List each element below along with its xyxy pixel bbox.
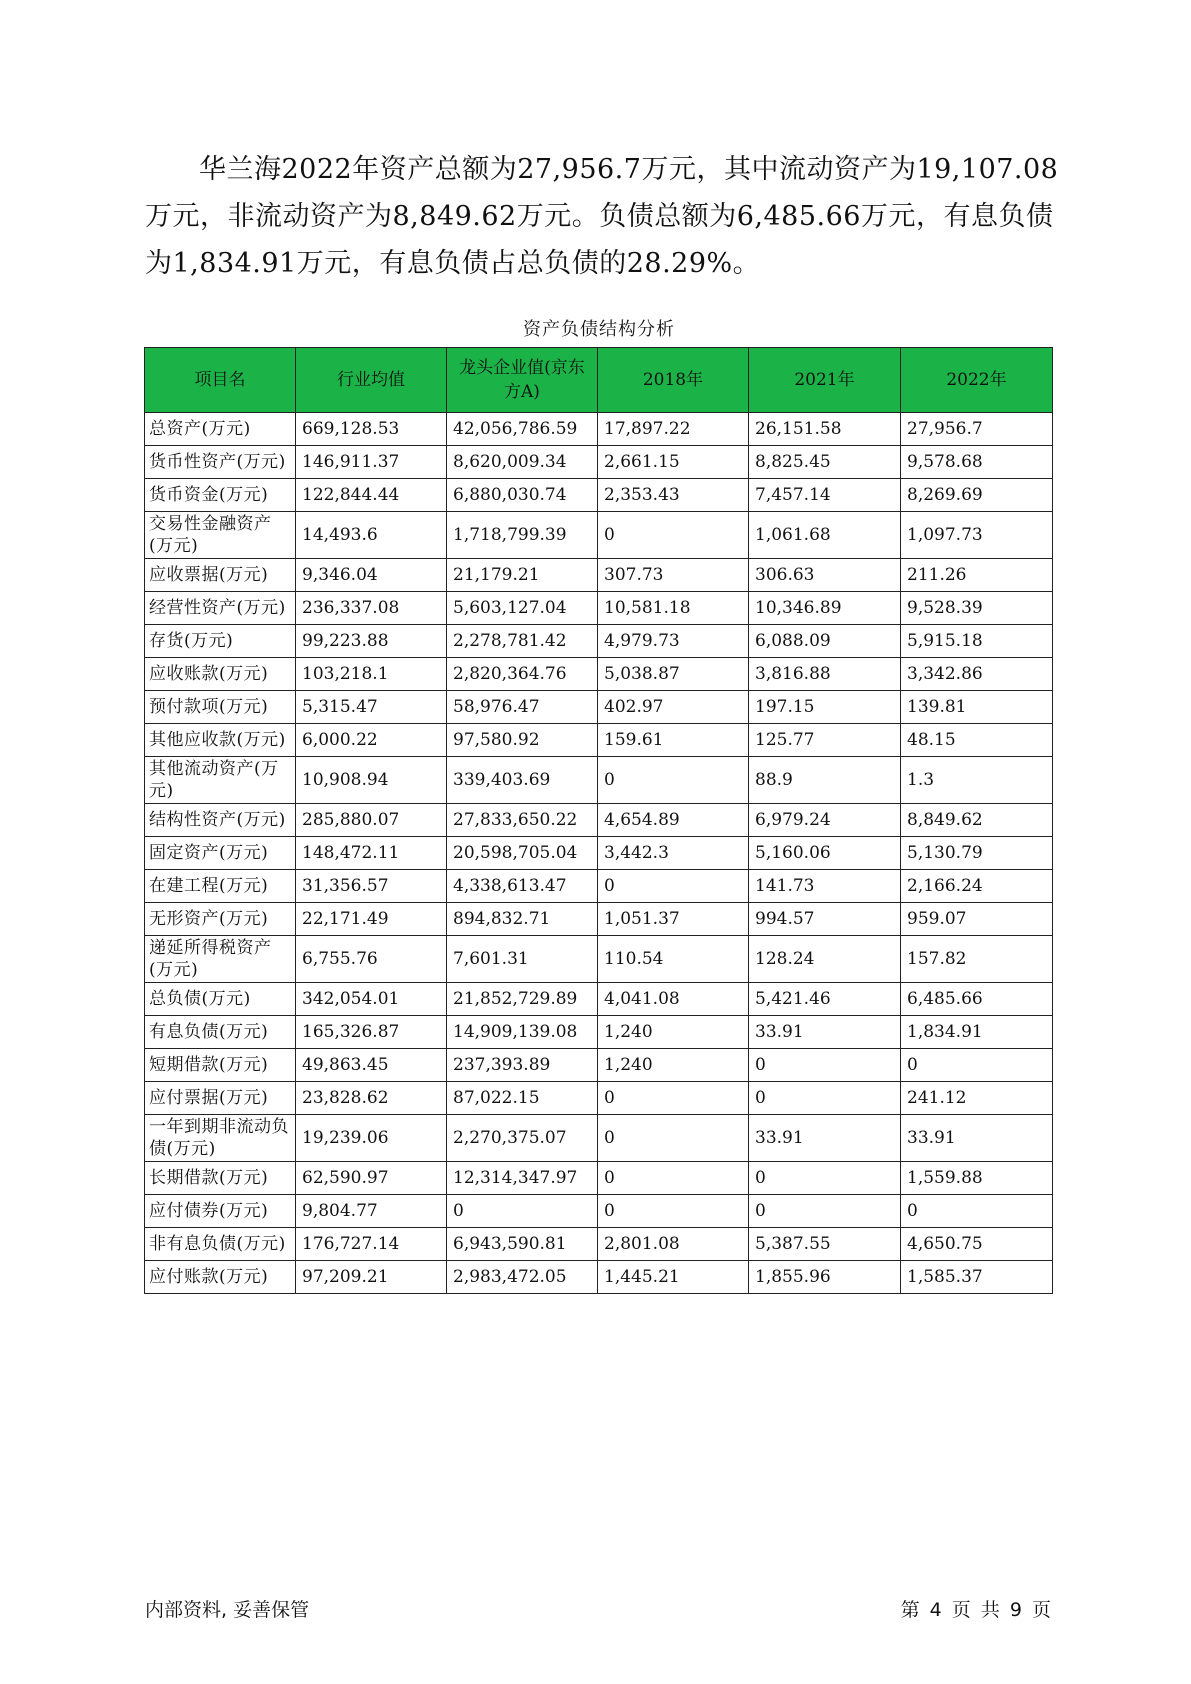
cell-industry-avg: 5,315.47	[296, 691, 447, 724]
cell-2018: 1,051.37	[598, 903, 749, 936]
cell-2018: 159.61	[598, 724, 749, 757]
table-row	[145, 1228, 1053, 1261]
header-item-name: 项目名	[145, 348, 296, 413]
cell-industry-avg: 14,493.6	[296, 512, 447, 559]
table-row	[145, 1115, 1053, 1162]
cell-2022: 959.07	[901, 903, 1053, 936]
cell-leader-value: 20,598,705.04	[447, 837, 598, 870]
cell-2018: 4,041.08	[598, 983, 749, 1016]
table-row	[145, 592, 1053, 625]
cell-2018: 2,353.43	[598, 479, 749, 512]
cell-2018: 0	[598, 757, 749, 804]
cell-leader-value: 6,943,590.81	[447, 1228, 598, 1261]
cell-2021: 125.77	[749, 724, 901, 757]
cell-item-name: 长期借款(万元)	[145, 1162, 296, 1195]
header-2022: 2022年	[901, 348, 1053, 413]
table-row	[145, 658, 1053, 691]
table-row	[145, 446, 1053, 479]
cell-leader-value: 7,601.31	[447, 936, 598, 983]
table-row	[145, 1195, 1053, 1228]
cell-industry-avg: 62,590.97	[296, 1162, 447, 1195]
cell-leader-value: 87,022.15	[447, 1082, 598, 1115]
cell-industry-avg: 285,880.07	[296, 804, 447, 837]
cell-industry-avg: 6,000.22	[296, 724, 447, 757]
cell-industry-avg: 103,218.1	[296, 658, 447, 691]
cell-industry-avg: 669,128.53	[296, 413, 447, 446]
cell-2022: 48.15	[901, 724, 1053, 757]
cell-2021: 6,979.24	[749, 804, 901, 837]
cell-2021: 33.91	[749, 1115, 901, 1162]
table-row	[145, 413, 1053, 446]
table-body	[145, 413, 1053, 1294]
cell-leader-value: 6,880,030.74	[447, 479, 598, 512]
table-row	[145, 936, 1053, 983]
cell-industry-avg: 6,755.76	[296, 936, 447, 983]
cell-2021: 88.9	[749, 757, 901, 804]
cell-2018: 4,979.73	[598, 625, 749, 658]
table-row	[145, 1049, 1053, 1082]
cell-item-name: 经营性资产(万元)	[145, 592, 296, 625]
cell-2018: 0	[598, 1082, 749, 1115]
cell-2022: 1,834.91	[901, 1016, 1053, 1049]
cell-2021: 306.63	[749, 559, 901, 592]
cell-2022: 241.12	[901, 1082, 1053, 1115]
cell-industry-avg: 236,337.08	[296, 592, 447, 625]
cell-2018: 0	[598, 512, 749, 559]
table-caption: 资产负债结构分析	[523, 319, 675, 340]
table-row	[145, 983, 1053, 1016]
cell-2021: 197.15	[749, 691, 901, 724]
cell-2018: 0	[598, 870, 749, 903]
intro-paragraph: 华兰海2022年资产总额为27,956.7万元，其中流动资产为19,107.08万元，非流动资产为8,849.62万元。负债总额为6,485.66万元，有息负债为1,834.91万元，有息负债占总负债的28.29%。	[145, 154, 1059, 279]
table-row	[145, 1016, 1053, 1049]
table-row	[145, 1261, 1053, 1294]
table-row	[145, 903, 1053, 936]
cell-industry-avg: 146,911.37	[296, 446, 447, 479]
cell-leader-value: 2,278,781.42	[447, 625, 598, 658]
cell-2018: 10,581.18	[598, 592, 749, 625]
cell-leader-value: 58,976.47	[447, 691, 598, 724]
header-2018: 2018年	[598, 348, 749, 413]
cell-industry-avg: 49,863.45	[296, 1049, 447, 1082]
cell-2021: 0	[749, 1082, 901, 1115]
table-row	[145, 870, 1053, 903]
cell-2022: 2,166.24	[901, 870, 1053, 903]
cell-2021: 0	[749, 1049, 901, 1082]
cell-2022: 1.3	[901, 757, 1053, 804]
cell-2022: 1,585.37	[901, 1261, 1053, 1294]
table-row	[145, 479, 1053, 512]
table-row	[145, 512, 1053, 559]
cell-2021: 6,088.09	[749, 625, 901, 658]
cell-2022: 3,342.86	[901, 658, 1053, 691]
cell-2022: 33.91	[901, 1115, 1053, 1162]
table-header-row	[145, 348, 1053, 413]
cell-2021: 8,825.45	[749, 446, 901, 479]
cell-leader-value: 27,833,650.22	[447, 804, 598, 837]
cell-2018: 2,801.08	[598, 1228, 749, 1261]
cell-2022: 9,528.39	[901, 592, 1053, 625]
table-row	[145, 625, 1053, 658]
cell-2018: 5,038.87	[598, 658, 749, 691]
cell-industry-avg: 10,908.94	[296, 757, 447, 804]
cell-2022: 4,650.75	[901, 1228, 1053, 1261]
cell-2022: 5,130.79	[901, 837, 1053, 870]
cell-leader-value: 21,852,729.89	[447, 983, 598, 1016]
cell-2022: 139.81	[901, 691, 1053, 724]
cell-2021: 994.57	[749, 903, 901, 936]
cell-leader-value: 4,338,613.47	[447, 870, 598, 903]
table-row	[145, 724, 1053, 757]
cell-2018: 1,240	[598, 1016, 749, 1049]
cell-item-name: 在建工程(万元)	[145, 870, 296, 903]
cell-leader-value: 2,270,375.07	[447, 1115, 598, 1162]
table-row	[145, 1082, 1053, 1115]
cell-2018: 3,442.3	[598, 837, 749, 870]
cell-industry-avg: 97,209.21	[296, 1261, 447, 1294]
table-row	[145, 837, 1053, 870]
cell-leader-value: 8,620,009.34	[447, 446, 598, 479]
footer-page-number: 第 4 页 共 9 页	[900, 1599, 1051, 1621]
cell-leader-value: 2,983,472.05	[447, 1261, 598, 1294]
balance-sheet-table	[144, 347, 1053, 1294]
cell-2018: 1,240	[598, 1049, 749, 1082]
cell-industry-avg: 31,356.57	[296, 870, 447, 903]
cell-item-name: 交易性金融资产(万元)	[145, 512, 296, 559]
cell-leader-value: 1,718,799.39	[447, 512, 598, 559]
cell-2021: 1,855.96	[749, 1261, 901, 1294]
cell-2021: 5,387.55	[749, 1228, 901, 1261]
cell-2022: 0	[901, 1049, 1053, 1082]
cell-leader-value: 42,056,786.59	[447, 413, 598, 446]
cell-2022: 8,269.69	[901, 479, 1053, 512]
cell-industry-avg: 342,054.01	[296, 983, 447, 1016]
cell-2018: 307.73	[598, 559, 749, 592]
cell-2022: 157.82	[901, 936, 1053, 983]
cell-2018: 4,654.89	[598, 804, 749, 837]
cell-item-name: 货币性资产(万元)	[145, 446, 296, 479]
cell-2018: 402.97	[598, 691, 749, 724]
cell-leader-value: 14,909,139.08	[447, 1016, 598, 1049]
cell-2021: 26,151.58	[749, 413, 901, 446]
table-row	[145, 559, 1053, 592]
cell-2022: 1,097.73	[901, 512, 1053, 559]
cell-leader-value: 5,603,127.04	[447, 592, 598, 625]
cell-item-name: 其他流动资产(万元)	[145, 757, 296, 804]
cell-item-name: 无形资产(万元)	[145, 903, 296, 936]
cell-industry-avg: 176,727.14	[296, 1228, 447, 1261]
cell-item-name: 总负债(万元)	[145, 983, 296, 1016]
cell-2021: 33.91	[749, 1016, 901, 1049]
cell-2021: 141.73	[749, 870, 901, 903]
header-2021: 2021年	[749, 348, 901, 413]
footer-confidential-note: 内部资料, 妥善保管	[145, 1599, 310, 1621]
cell-leader-value: 894,832.71	[447, 903, 598, 936]
cell-item-name: 短期借款(万元)	[145, 1049, 296, 1082]
cell-industry-avg: 9,804.77	[296, 1195, 447, 1228]
cell-industry-avg: 148,472.11	[296, 837, 447, 870]
cell-leader-value: 0	[447, 1195, 598, 1228]
cell-industry-avg: 9,346.04	[296, 559, 447, 592]
cell-2021: 7,457.14	[749, 479, 901, 512]
cell-2018: 1,445.21	[598, 1261, 749, 1294]
table-row	[145, 757, 1053, 804]
cell-item-name: 总资产(万元)	[145, 413, 296, 446]
cell-item-name: 货币资金(万元)	[145, 479, 296, 512]
cell-leader-value: 237,393.89	[447, 1049, 598, 1082]
table-row	[145, 691, 1053, 724]
cell-2018: 2,661.15	[598, 446, 749, 479]
cell-item-name: 结构性资产(万元)	[145, 804, 296, 837]
header-industry-avg: 行业均值	[296, 348, 447, 413]
cell-leader-value: 12,314,347.97	[447, 1162, 598, 1195]
table-row	[145, 1162, 1053, 1195]
cell-2021: 10,346.89	[749, 592, 901, 625]
cell-item-name: 应收票据(万元)	[145, 559, 296, 592]
cell-item-name: 应付票据(万元)	[145, 1082, 296, 1115]
cell-2021: 0	[749, 1162, 901, 1195]
cell-2021: 5,421.46	[749, 983, 901, 1016]
cell-leader-value: 97,580.92	[447, 724, 598, 757]
cell-leader-value: 2,820,364.76	[447, 658, 598, 691]
cell-industry-avg: 99,223.88	[296, 625, 447, 658]
header-leader-value: 龙头企业值(京东方A)	[447, 348, 598, 413]
cell-industry-avg: 22,171.49	[296, 903, 447, 936]
cell-industry-avg: 19,239.06	[296, 1115, 447, 1162]
cell-2018: 17,897.22	[598, 413, 749, 446]
table-row	[145, 804, 1053, 837]
cell-2022: 9,578.68	[901, 446, 1053, 479]
cell-2021: 3,816.88	[749, 658, 901, 691]
cell-item-name: 应付账款(万元)	[145, 1261, 296, 1294]
cell-item-name: 存货(万元)	[145, 625, 296, 658]
cell-2022: 27,956.7	[901, 413, 1053, 446]
cell-2021: 1,061.68	[749, 512, 901, 559]
cell-2022: 6,485.66	[901, 983, 1053, 1016]
cell-2022: 5,915.18	[901, 625, 1053, 658]
cell-item-name: 预付款项(万元)	[145, 691, 296, 724]
cell-2021: 128.24	[749, 936, 901, 983]
cell-item-name: 固定资产(万元)	[145, 837, 296, 870]
cell-item-name: 一年到期非流动负债(万元)	[145, 1115, 296, 1162]
cell-2022: 1,559.88	[901, 1162, 1053, 1195]
cell-item-name: 递延所得税资产(万元)	[145, 936, 296, 983]
cell-2018: 110.54	[598, 936, 749, 983]
cell-item-name: 应付债券(万元)	[145, 1195, 296, 1228]
cell-2018: 0	[598, 1162, 749, 1195]
cell-industry-avg: 23,828.62	[296, 1082, 447, 1115]
cell-2021: 5,160.06	[749, 837, 901, 870]
cell-leader-value: 21,179.21	[447, 559, 598, 592]
cell-2018: 0	[598, 1115, 749, 1162]
cell-item-name: 非有息负债(万元)	[145, 1228, 296, 1261]
cell-industry-avg: 165,326.87	[296, 1016, 447, 1049]
cell-item-name: 应收账款(万元)	[145, 658, 296, 691]
cell-item-name: 有息负债(万元)	[145, 1016, 296, 1049]
cell-industry-avg: 122,844.44	[296, 479, 447, 512]
cell-2018: 0	[598, 1195, 749, 1228]
cell-2021: 0	[749, 1195, 901, 1228]
cell-leader-value: 339,403.69	[447, 757, 598, 804]
cell-2022: 8,849.62	[901, 804, 1053, 837]
cell-2022: 211.26	[901, 559, 1053, 592]
cell-item-name: 其他应收款(万元)	[145, 724, 296, 757]
cell-2022: 0	[901, 1195, 1053, 1228]
